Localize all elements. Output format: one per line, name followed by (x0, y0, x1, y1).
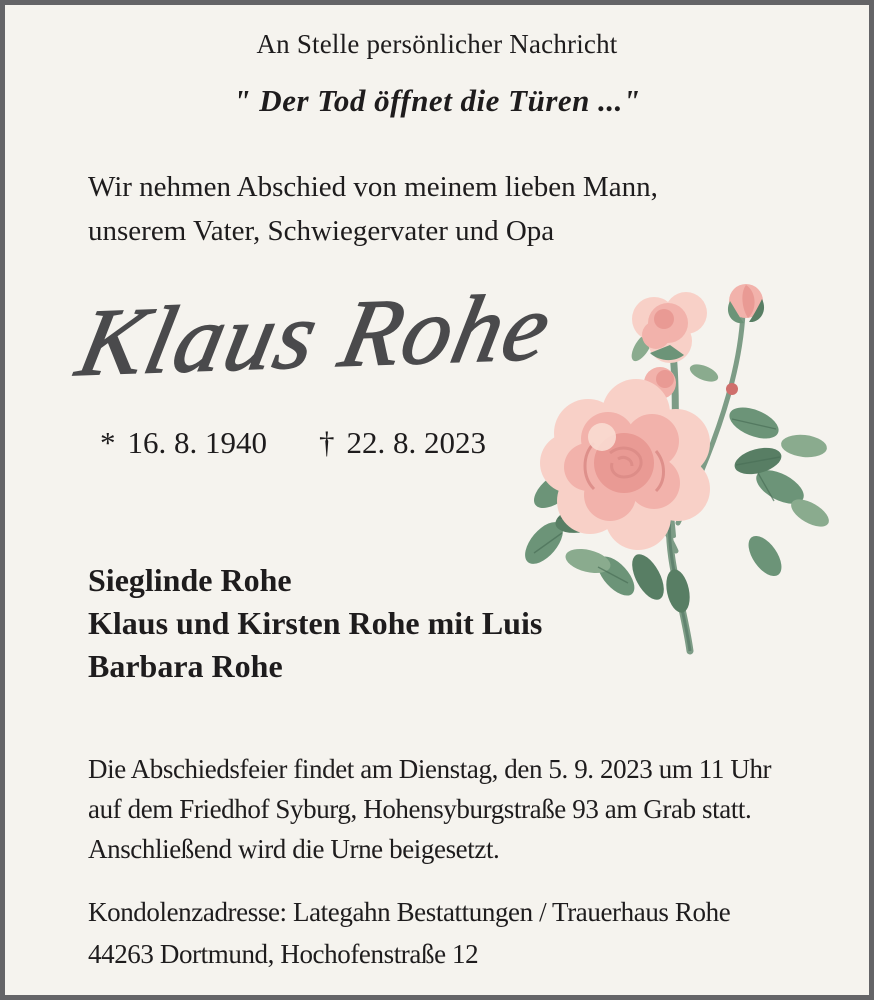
dates-row (100, 425, 486, 461)
death-date: 22. 8. 2023 (346, 425, 486, 460)
funeral-line-3: Anschließend wird die Urne beigesetzt. (88, 834, 500, 864)
intro-line-2: unserem Vater, Schwiegervater und Opa (88, 215, 555, 247)
funeral-paragraph (88, 749, 839, 869)
rose-bud-top (728, 284, 764, 323)
birth-symbol: * (100, 425, 116, 460)
pre-header: An Stelle persönlicher Nachricht (256, 29, 618, 59)
condolence-paragraph (88, 891, 839, 975)
mourners-list (88, 559, 542, 688)
mourner-line-1: Sieglinde Rohe (88, 562, 292, 598)
mourner-line-3: Barbara Rohe (88, 648, 283, 684)
funeral-line-1: Die Abschiedsfeier findet am Dienstag, den 5. 9. 2023 um 11 Uhr (88, 754, 772, 784)
birth-date: 16. 8. 1940 (127, 425, 267, 460)
intro-paragraph (88, 165, 809, 253)
intro-line-1: Wir nehmen Abschied von meinem lieben Mann, (88, 171, 658, 203)
mourner-line-2: Klaus und Kirsten Rohe mit Luis (88, 605, 543, 641)
condolence-line-1: Kondolenzadresse: Lategahn Bestattungen / Trauerhaus Rohe (88, 897, 731, 927)
death-cross-icon: † (319, 425, 335, 460)
deceased-name-script: Klaus Rohe (69, 272, 562, 397)
rose-illustration (518, 261, 870, 663)
quote-line: " Der Tod öffnet die Türen ..." (233, 83, 641, 118)
funeral-line-2: auf dem Friedhof Syburg, Hohensyburgstraße 93 am Grab statt. (88, 794, 752, 824)
condolence-line-2: 44263 Dortmund, Hochofenstraße 12 (88, 939, 479, 969)
